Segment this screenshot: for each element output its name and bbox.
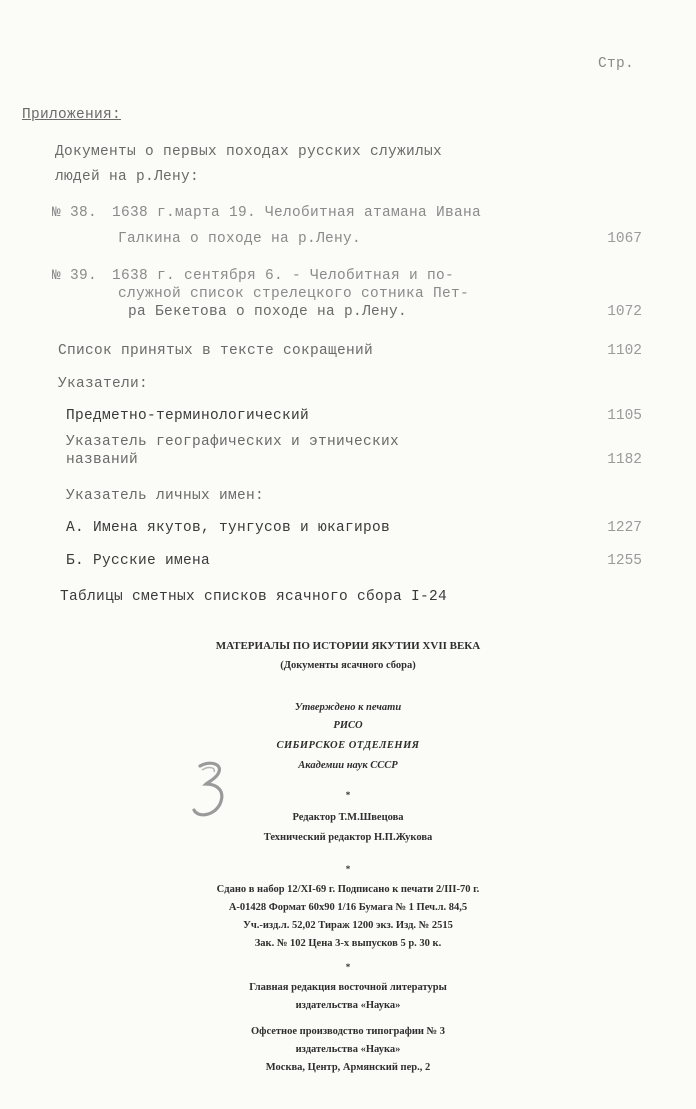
section-title: Приложения: — [22, 107, 122, 123]
index-geographic-page: 1182 — [607, 452, 642, 468]
imprint-title: МАТЕРИАЛЫ ПО ИСТОРИИ ЯКУТИИ XVII ВЕКА — [215, 640, 481, 652]
imprint-branch: СИБИРСКОЕ ОТДЕЛЕНИЯ — [276, 740, 420, 751]
appendix-intro-line-1: Документы о первых походах русских служилых — [55, 144, 443, 160]
imprint-print-line-2: А-01428 Формат 60x90 1/16 Бумага № 1 Печ.л. 84,5 — [228, 902, 468, 913]
indexes-heading: Указатели: — [58, 376, 149, 392]
imprint-press-line-1: Офсетное производство типографии № 3 — [251, 1026, 445, 1037]
imprint-approved: Утверждено к печати — [294, 702, 402, 713]
imprint-star-1: * — [345, 790, 351, 800]
doc38-line-2: Галкина о походе на р.Лену. — [118, 231, 362, 247]
index-subject: Предметно-терминологический — [66, 408, 310, 424]
index-russian-page: 1255 — [607, 553, 642, 569]
imprint-tech-editor: Технический редактор Н.П.Жукова — [263, 832, 433, 843]
imprint-print-line-4: Зак. № 102 Цена 3-х выпусков 5 р. 30 к. — [254, 938, 442, 949]
imprint-print-line-3: Уч.-изд.л. 52,02 Тираж 1200 экз. Изд. № 2515 — [243, 920, 453, 931]
doc38-page: 1067 — [607, 231, 642, 247]
imprint-publisher-line-2: издательства «Наука» — [295, 1000, 401, 1011]
imprint-press-line-3: Москва, Центр, Армянский пер., 2 — [265, 1062, 431, 1073]
doc38-line-1: 1638 г.марта 19. Челобитная атамана Ивана — [112, 205, 482, 221]
doc38-number: № 38. — [52, 205, 98, 221]
imprint-academy: Академии наук СССР — [298, 760, 398, 771]
index-geographic-line-1: Указатель географических и этнических — [66, 434, 400, 450]
doc39-line-3: ра Бекетова о походе на р.Лену. — [128, 304, 408, 320]
doc39-page: 1072 — [607, 304, 642, 320]
imprint-riso: РИСО — [333, 720, 363, 731]
imprint-publisher-line-1: Главная редакция восточной литературы — [249, 982, 447, 993]
index-russian-names: Б. Русские имена — [66, 553, 211, 569]
index-personal-heading: Указатель личных имен: — [66, 488, 265, 504]
index-yakut-names: А. Имена якутов, тунгусов и юкагиров — [66, 520, 391, 536]
page-column-header: Стр. — [597, 56, 634, 72]
index-yakut-page: 1227 — [607, 520, 642, 536]
imprint-press-line-2: издательства «Наука» — [295, 1044, 401, 1055]
imprint-star-3: * — [345, 962, 351, 972]
index-subject-page: 1105 — [607, 408, 642, 424]
imprint-star-2: * — [345, 864, 351, 874]
abbreviations-page: 1102 — [607, 343, 642, 359]
tables-entry: Таблицы сметных списков ясачного сбора I-24 — [60, 589, 448, 605]
appendix-intro-line-2: людей на р.Лену: — [55, 169, 200, 185]
abbreviations-entry: Список принятых в тексте сокращений — [58, 343, 374, 359]
doc39-number: № 39. — [52, 268, 98, 284]
imprint-subtitle: (Документы ясачного сбора) — [280, 660, 416, 671]
index-geographic-line-2: названий — [66, 452, 139, 468]
doc39-line-2: служной список стрелецкого сотника Пет- — [118, 286, 470, 302]
doc39-line-1: 1638 г. сентября 6. - Челобитная и по- — [112, 268, 455, 284]
imprint-editor: Редактор Т.М.Швецова — [292, 812, 404, 823]
imprint-print-line-1: Сдано в набор 12/XI-69 г. Подписано к печати 2/III-70 г. — [216, 884, 480, 895]
